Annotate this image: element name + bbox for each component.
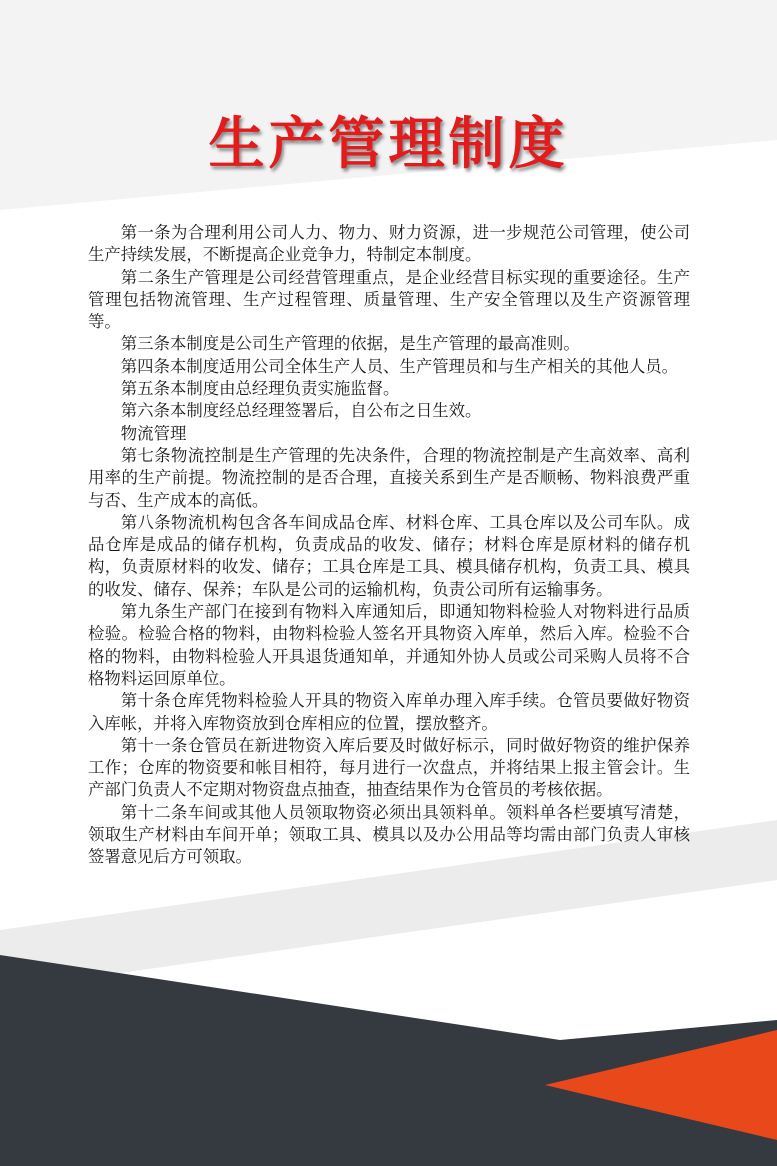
article-10: 第十条仓库凭物料检验人开具的物资入库单办理入库手续。仓管员要做好物资入库帐，并将入库物资放到仓库相应的位置，摆放整齐。 [88,691,690,733]
article-3: 第三条本制度是公司生产管理的依据，是生产管理的最高准则。 [120,334,580,354]
document-title: 生产管理制度 [208,112,569,177]
article-11: 第十一条仓管员在新进物资入库后要及时做好标示，同时做好物资的维护保养工作；仓库的物资要和帐目相符，每月进行一次盘点，并将结果上报主管会计。生产部门负责人不定期对物资盘点抽查，抽查结果作为仓管员的考核依据。 [88,735,690,800]
section-heading-logistics: 物流管理 [120,423,187,443]
article-12: 第十二条车间或其他人员领取物资必须出具领料单。领料单各栏要填写清楚，领取生产材料由车间开单；领取工具、模具以及办公用品等均需由部门负责人审核签署意见后方可领取。 [88,802,690,867]
article-2: 第二条生产管理是公司经营管理重点，是企业经营目标实现的重要途径。生产管理包括物流管理、生产过程管理、质量管理、生产安全管理以及生产资源管理等。 [88,267,690,332]
article-6: 第六条本制度经总经理签署后，自公布之日生效。 [120,401,482,421]
article-9: 第九条生产部门在接到有物料入库通知后，即通知物料检验人对物料进行品质检验。检验合格的物料，由物料检验人签名开具物资入库单，然后入库。检验不合格的物料，由物料检验人开具退货通知单，并通知外协人员或公司采购人员将不合格物料运回原单位。 [88,602,690,688]
article-4: 第四条本制度适用公司全体生产人员、生产管理员和与生产相关的其他人员。 [120,356,679,376]
article-8: 第八条物流机构包含各车间成品仓库、材料仓库、工具仓库以及公司车队。成品仓库是成品的储存机构，负责成品的收发、储存；材料仓库是原材料的储存机构，负责原材料的收发、储存；工具仓库是工具、模具储存机构，负责工具、模具的收发、储存、保养；车队是公司的运输机构，负责公司所有运输事务。 [88,512,690,599]
regulation-body [88,222,690,869]
article-5: 第五条本制度由总经理负责实施监督。 [120,379,400,399]
article-1: 第一条为合理利用公司人力、物力、财力资源，进一步规范公司管理，使公司生产持续发展，不断提高企业竞争力，特制定本制度。 [88,223,690,265]
article-7: 第七条物流控制是生产管理的先决条件，合理的物流控制是产生高效率、高利用率的生产前提。物流控制的是否合理，直接关系到生产是否顺畅、物料浪费严重与否、生产成本的高低。 [88,445,690,510]
